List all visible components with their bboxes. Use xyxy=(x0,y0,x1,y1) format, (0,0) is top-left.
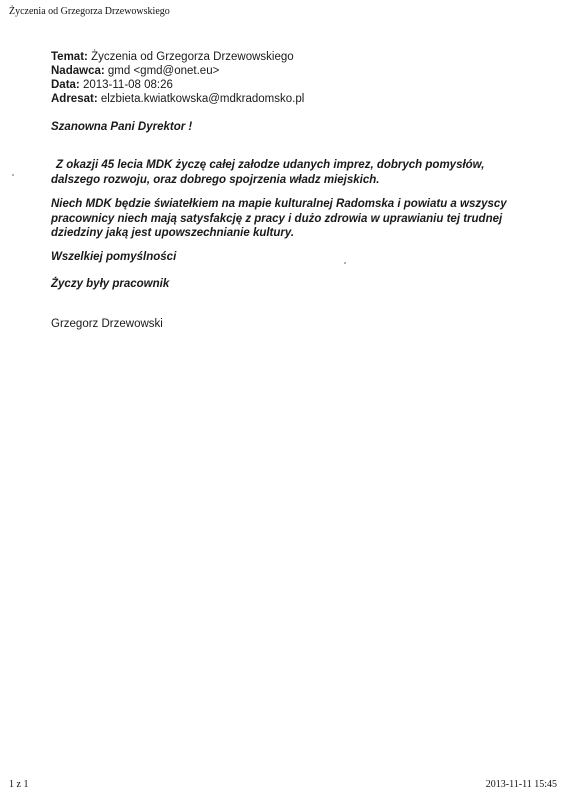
recipient-label: Adresat: xyxy=(51,93,98,105)
subject-value: Życzenia od Grzegorza Drzewowskiego xyxy=(91,51,294,63)
scan-speck xyxy=(12,174,14,176)
closing-wish: Wszelkiej pomyślności xyxy=(51,251,177,263)
paragraph-line: Niech MDK będzie światełkiem na mapie kulturalnej Radomska i powiatu a wszyscy xyxy=(51,198,507,210)
print-timestamp: 2013-11-11 15:45 xyxy=(485,779,557,790)
print-header-title: Życzenia od Grzegorza Drzewowskiego xyxy=(9,6,170,17)
subject-row xyxy=(51,50,304,64)
paragraph-line: Z okazji 45 lecia MDK życzę całej załodze udanych imprez, dobrych pomysłów, xyxy=(56,159,485,171)
page-number: 1 z 1 xyxy=(9,779,29,790)
paragraph-wishes xyxy=(51,197,521,241)
greeting: Szanowna Pani Dyrektor ! xyxy=(51,121,193,133)
date-value: 2013-11-08 08:26 xyxy=(82,79,173,91)
sender-row xyxy=(51,64,304,78)
paragraph-line: dziedziny jaką jest upowszechnianie kultury. xyxy=(51,227,295,239)
closing-from: Życzy były pracownik xyxy=(51,278,170,290)
email-headers xyxy=(51,50,304,106)
date-label: Data: xyxy=(51,79,80,91)
paragraph-line: dalszego rozwoju, oraz dobrego spojrzenia władz miejskich. xyxy=(51,173,380,186)
scan-speck xyxy=(344,262,346,264)
paragraph-line: pracownicy niech mają satysfakcję z pracy i dużo zdrowia w uprawianiu tej trudnej xyxy=(51,212,503,225)
sender-value: gmd <gmd@onet.eu> xyxy=(107,65,220,77)
date-row xyxy=(51,78,304,92)
recipient-row xyxy=(51,92,304,106)
sender-label: Nadawca: xyxy=(51,65,105,77)
subject-label: Temat: xyxy=(51,51,88,63)
signature: Grzegorz Drzewowski xyxy=(51,318,163,330)
paragraph-anniversary xyxy=(51,158,531,187)
recipient-value: elzbieta.kwiatkowska@mdkradomsko.pl xyxy=(100,93,305,105)
